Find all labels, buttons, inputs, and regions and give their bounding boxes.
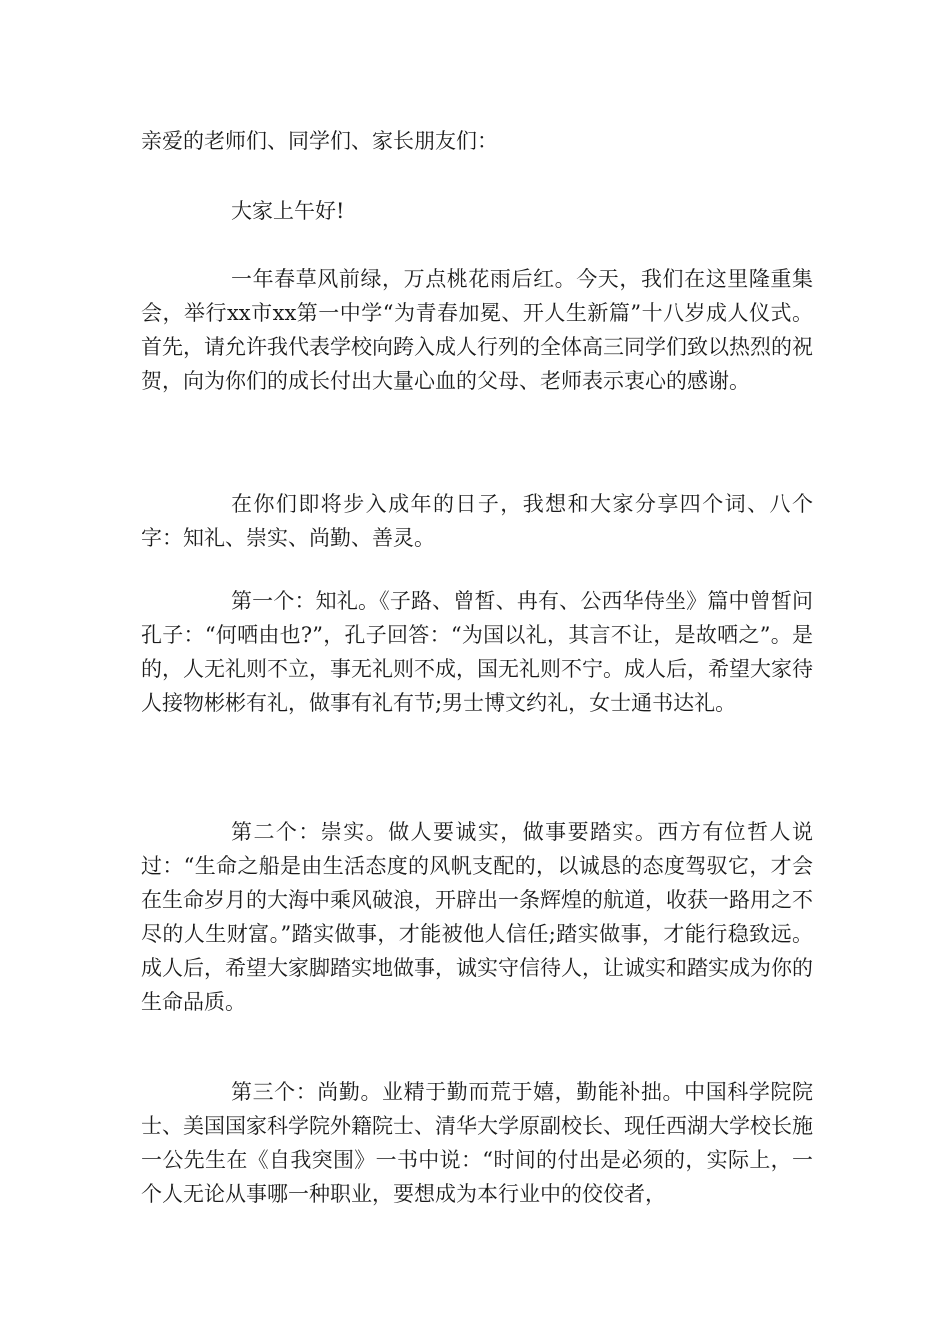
paragraph-zhi-li: 第一个：知礼。《子路、曾皙、冉有、公西华侍坐》篇中曾皙问孔子：“何哂由也?”，孔子回答：“为国以礼，其言不让，是故哂之”。是的，人无礼则不立，事无礼则不成，国无礼则不宁。成人后，希望大家待人接物彬彬有礼，做事有礼有节;男士博文约礼，女士通书达礼。	[141, 589, 813, 715]
paragraph-opening: 一年春草风前绿，万点桃花雨后红。今天，我们在这里隆重集会，举行xx市xx第一中学“为青春加冕、开人生新篇”十八岁成人仪式。首先，请允许我代表学校向跨入成人行列的全体高三同学们致以热烈的祝贺，向为你们的成长付出大量心血的父母、老师表示衷心的感谢。	[141, 267, 813, 393]
paragraph-shang-qin: 第三个：尚勤。业精于勤而荒于嬉，勤能补拙。中国科学院院士、美国国家科学院外籍院士、清华大学原副校长、现任西湖大学校长施一公先生在《自我突围》一书中说：“时间的付出是必须的，实际上，一个人无论从事哪一种职业，要想成为本行业中的佼佼者，	[141, 1080, 813, 1206]
paragraph-four-words: 在你们即将步入成年的日子，我想和大家分享四个词、八个字：知礼、崇实、尚勤、善灵。	[141, 492, 813, 550]
paragraph-chong-shi: 第二个：崇实。做人要诚实，做事要踏实。西方有位哲人说过：“生命之船是由生活态度的风帆支配的，以诚恳的态度驾驭它，才会在生命岁月的大海中乘风破浪，开辟出一条辉煌的航道，收获一路用之不尽的人生财富。”踏实做事，才能被他人信任;踏实做事，才能行稳致远。成人后，希望大家脚踏实地做事，诚实守信待人，让诚实和踏实成为你的生命品质。	[141, 820, 813, 1014]
salutation: 亲爱的老师们、同学们、家长朋友们：	[141, 129, 498, 153]
greeting-line: 大家上午好!	[231, 199, 345, 223]
